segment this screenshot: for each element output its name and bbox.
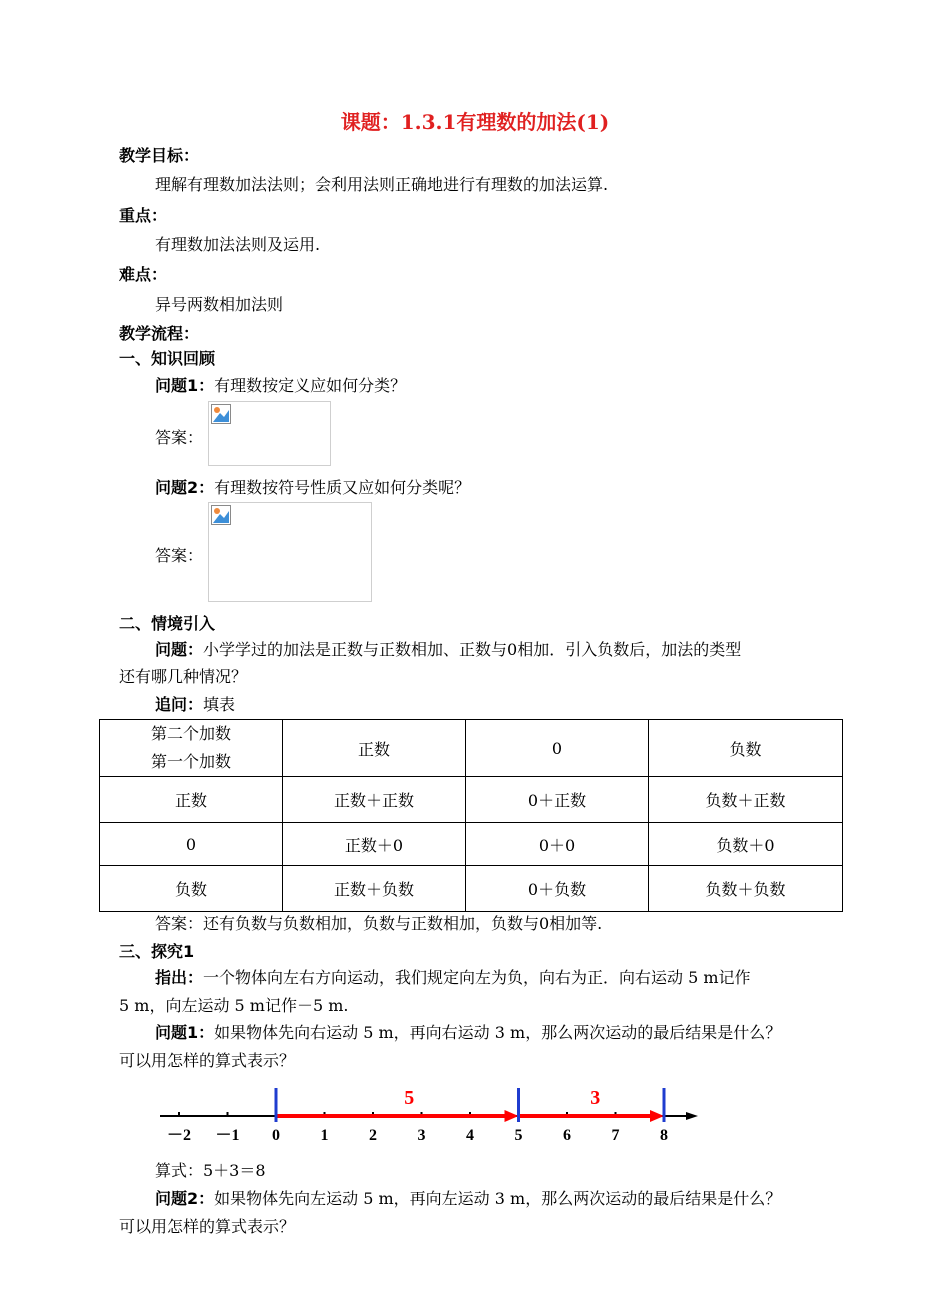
- row-header: 正数: [100, 777, 283, 823]
- table-header-row: [100, 720, 843, 777]
- s3-q2-label: 问题2：: [155, 1189, 215, 1208]
- s2-follow-up: [155, 692, 235, 715]
- corner-top-label: 第二个加数: [150, 724, 231, 743]
- goals-text: 理解有理数加法法则；会利用法则正确地进行有理数的加法运算.: [155, 175, 609, 194]
- number-line-diagram: [150, 1080, 710, 1150]
- table-cell: 正数＋负数: [283, 866, 466, 912]
- key-text: 有理数加法法则及运用.: [155, 235, 321, 254]
- table-cell: 负数＋0: [649, 823, 843, 866]
- s3-point-line2: 5 m，向左运动 5 m记作－5 m.: [119, 996, 349, 1015]
- table-cell: 负数＋负数: [649, 866, 843, 912]
- table-row: [100, 777, 843, 823]
- col-header: 正数: [283, 720, 466, 777]
- tick-label: 5: [514, 1127, 523, 1144]
- row-header: 负数: [100, 866, 283, 912]
- tick-label: 6: [563, 1127, 571, 1144]
- tick-label: 2: [369, 1127, 377, 1144]
- s3-question1-line2: 可以用怎样的算式表示？: [119, 1051, 296, 1070]
- s1-question1: [155, 373, 406, 396]
- col-header: 0: [466, 720, 649, 777]
- s3-point-text1: 一个物体向左右方向运动，我们规定向左为负，向右为正．向右运动 5 m记作: [203, 968, 751, 987]
- col-header: 负数: [649, 720, 843, 777]
- page-title: 课题：1.3.1有理数的加法(1): [340, 110, 610, 134]
- s2-q-label: 问题：: [155, 640, 204, 659]
- table-row: [100, 823, 843, 866]
- s1-q2-text: 有理数按符号性质又应如何分类呢？: [214, 478, 471, 497]
- tick-label: 1: [320, 1127, 329, 1144]
- s3-question2-line1: [155, 1186, 781, 1209]
- key-label: 重点：: [119, 206, 168, 225]
- s2-follow-text: 填表: [203, 695, 236, 714]
- goals-label: 教学目标：: [119, 146, 200, 165]
- difficult-text: 异号两数相加法则: [155, 295, 284, 314]
- s2-follow-label: 追问：: [155, 695, 204, 714]
- s1-q2-label: 问题2：: [155, 478, 215, 497]
- section1-heading: 一、知识回顾: [119, 349, 216, 368]
- arrow-label-3: 3: [590, 1087, 601, 1109]
- s2-q-text1: 小学学过的加法是正数与正数相加、正数与0相加．引入负数后，加法的类型: [203, 640, 742, 659]
- axis-arrowhead: [686, 1112, 698, 1120]
- table-cell: 正数＋0: [283, 823, 466, 866]
- addition-type-table: [99, 719, 843, 912]
- tick-label: 0: [272, 1127, 280, 1144]
- tick-label: 4: [466, 1127, 474, 1144]
- tick-label: 7: [611, 1127, 620, 1144]
- flow-label: 教学流程：: [119, 324, 200, 343]
- s1-answer2-label: 答案：: [155, 546, 204, 565]
- tick-label: －2: [166, 1127, 192, 1144]
- tick-label: 8: [660, 1127, 668, 1144]
- table-cell: 正数＋正数: [283, 777, 466, 823]
- table-cell: 0＋负数: [466, 866, 649, 912]
- s3-q1-label: 问题1：: [155, 1023, 215, 1042]
- broken-image-icon: [211, 505, 231, 525]
- s1-answer1-label: 答案：: [155, 428, 204, 447]
- section2-heading: 二、情境引入: [119, 614, 216, 633]
- s3-formula: 算式：5＋3＝8: [155, 1161, 266, 1180]
- s3-question2-line2: 可以用怎样的算式表示？: [119, 1217, 296, 1236]
- s1-q1-text: 有理数按定义应如何分类？: [214, 376, 407, 395]
- s1-question2: [155, 475, 470, 498]
- row-header: 0: [100, 823, 283, 866]
- arrowhead-5: [505, 1110, 519, 1122]
- difficult-label: 难点：: [119, 265, 168, 284]
- s3-question1-line1: [155, 1020, 781, 1043]
- answer2-image-placeholder: [208, 502, 372, 602]
- table-corner-cell: [100, 720, 283, 777]
- s2-question-line2: 还有哪几种情况？: [119, 667, 248, 686]
- broken-image-icon: [211, 404, 231, 424]
- arrowhead-3: [650, 1110, 664, 1122]
- s3-point-label: 指出：: [155, 968, 204, 987]
- s2-question-line1: [155, 637, 741, 660]
- table-cell: 0＋正数: [466, 777, 649, 823]
- table-row: [100, 866, 843, 912]
- s3-point-line1: [155, 965, 751, 988]
- s2-answer: 答案：还有负数与负数相加，负数与正数相加，负数与0相加等.: [155, 914, 603, 933]
- tick-label: －1: [215, 1127, 240, 1144]
- s3-q2-text1: 如果物体先向左运动 5 m，再向左运动 3 m，那么两次运动的最后结果是什么？: [214, 1189, 782, 1208]
- section3-heading: 三、探究1: [119, 942, 195, 961]
- table-cell: 负数＋正数: [649, 777, 843, 823]
- arrow-label-5: 5: [404, 1087, 415, 1109]
- corner-bottom-label: 第一个加数: [150, 752, 231, 771]
- table-cell: 0＋0: [466, 823, 649, 866]
- answer1-image-placeholder: [208, 401, 331, 466]
- tick-label: 3: [417, 1127, 426, 1144]
- s1-q1-label: 问题1：: [155, 376, 215, 395]
- s3-q1-text1: 如果物体先向右运动 5 m，再向右运动 3 m，那么两次运动的最后结果是什么？: [214, 1023, 782, 1042]
